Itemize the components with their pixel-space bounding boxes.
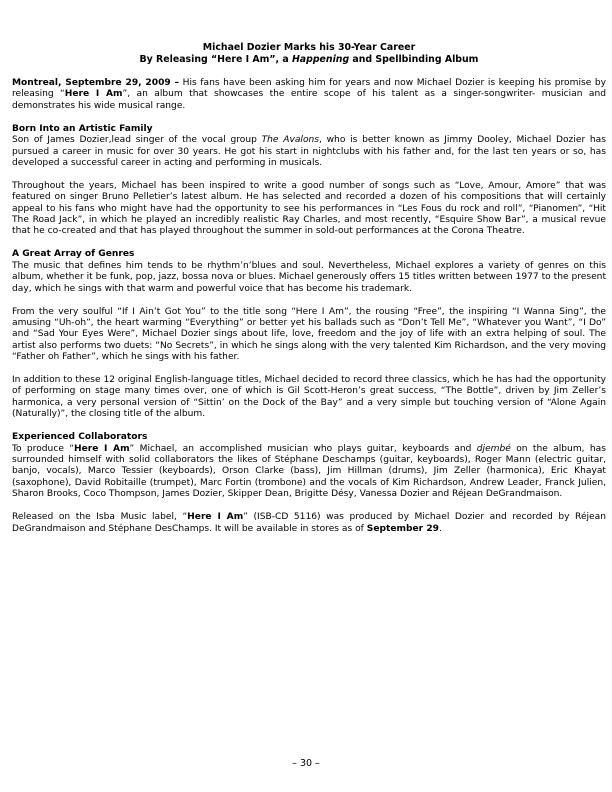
release-text-mid: ” (ISB-CD 5116) was produced by Michael Dozier and recorded by Réjean DeGrandmaison and Stéphane DesChamps. It will be available in stores as of <box>12 512 606 534</box>
release-paragraph <box>12 512 606 535</box>
release-date: September 29 <box>366 523 439 534</box>
title-emphasis: Happening <box>291 54 350 65</box>
section-3-text-mid: ” Michael, an accomplished musician who plays guitar, keyboards and <box>129 443 477 454</box>
album-title: Here I Am <box>73 443 130 454</box>
section-1-text-end: , who is better known as Jimmy Dooley, Michael Dozier has pursued a career in music for over 30 years. He got his start in nightclubs with his father and, for the last ten years or so, has developed a successful career in acting and performing in musicals. <box>12 135 606 168</box>
section-1-text: Son of James Dozier,lead singer of the vocal group <box>12 135 262 146</box>
intro-paragraph <box>12 78 606 112</box>
instrument-name: djembé <box>476 443 511 454</box>
intro-text: His fans have been asking him for years and now Michael Dozier is keeping his promise by releasing “ <box>12 78 606 100</box>
page-footer: – 30 – <box>292 758 320 769</box>
album-title: Here I Am <box>187 512 244 523</box>
title-line-1: Michael Dozier Marks his 30-Year Career <box>202 42 416 53</box>
section-3-text-end: on the album, has surrounded himself with solid collaborators the likes of Stéphane Deschamps (guitar, keyboards), Roger Mann (electric guitar, banjo, vocals), Marco Tessier (keyboards), Orson Clarke (bass), Jim Hillman (drums), Jim Zeller (harmonica), Eric Khayat (saxophone), David Robitaille (trumpet), Marc Fortin (trombone) and the vocals of Kim Richardson, Andrew Leader, Franck Julien, Sharon Brooks, Coco Thompson, James Dozier, Skipper Dean, Brigitte Désy, Vanessa Dozier and Réjean DeGrandmaison. <box>12 443 606 500</box>
title-line-2-end: and Spellbinding Album <box>349 54 479 65</box>
section-1-paragraph-2: Throughout the years, Michael has been inspired to write a good number of songs such as “Love, Amour, Amore” that was featured on singer Bruno Pelletier’s latest album. He has selected and recorded a dozen of his compositions that will certainly appeal to his fans who might have had the opportunity to see his performances in “Les Fous du rock and roll”, “Pianomen”, “Hit The Road Jack”, in which he played an incredibly realistic Ray Charles, and most recently, “Esquire Show Bar”, a musical revue that he co-created and that has played throughout the summer in sold-out performances at the Corona Theatre. <box>12 180 606 237</box>
section-3-heading: Experienced Collaborators <box>12 432 148 443</box>
album-title: Here I Am <box>64 89 123 100</box>
section-1-heading: Born Into an Artistic Family <box>12 123 153 134</box>
section-3-text: To produce “ <box>12 443 74 454</box>
section-2-text: The music that defines him tends to be rhythm’n’blues and soul. Nevertheless, Michael explores a variety of genres on this album, whether it be funk, pop, jazz, bossa nova or blues. Michael generously offers 15 titles written between 1977 to the present day, which he sings with that warm and powerful voice that has become his trademark. <box>12 260 607 294</box>
section-3-paragraph-1 <box>12 432 606 500</box>
press-release <box>12 42 606 546</box>
section-1-paragraph-1 <box>12 124 606 170</box>
dateline: Montreal, Septembre 29, 2009 – <box>12 78 180 88</box>
title-line-2-text: By Releasing “Here I Am”, a <box>139 54 292 65</box>
intro-text-end: ”, an album that showcases the entire scope of his talent as a singer-songwriter- musician and demonstrates his wide musical range. <box>12 89 606 111</box>
page-title <box>12 42 606 66</box>
section-2-paragraph-2: From the very soulful “If I Ain’t Got You” to the title song “Here I Am”, the rousing “Free”, the inspiring “I Wanna Sing”, the amusing “Uh-oh”, the heart warming “Everything” or better yet his ballads such as “Don’t Tell Me”, “Whatever you Want”, “I Do” and “Sad Your Eyes Were”, Michael Dozier sings about life, love, freedom and the joy of life with an extra helping of soul. The artist also performs two duets: “No Secrets”, in which he sings along with the very talented Kim Richardson, and the very moving “Father oh Father”, which he sings with his father. <box>12 306 606 363</box>
release-text: Released on the Isba Music label, “ <box>12 512 188 523</box>
section-2-paragraph-3: In addition to these 12 original English-language titles, Michael decided to record three classics, which he has had the opportunity of performing on stage many times over, one of which is Gil Scott-Heron’s great success, “The Bottle”, driven by Jim Zeller’s harmonica, a very personal version of “Sittin’ on the Dock of the Bay” and a very simple but touching version of “Alone Again (Naturally)”, the closing title of the album. <box>12 375 607 420</box>
group-name: The Avalons <box>261 135 320 146</box>
title-line-2 <box>12 54 606 66</box>
release-text-end: . <box>438 523 442 534</box>
section-2-heading: A Great Array of Genres <box>12 249 135 260</box>
section-2-paragraph-1 <box>12 249 606 295</box>
